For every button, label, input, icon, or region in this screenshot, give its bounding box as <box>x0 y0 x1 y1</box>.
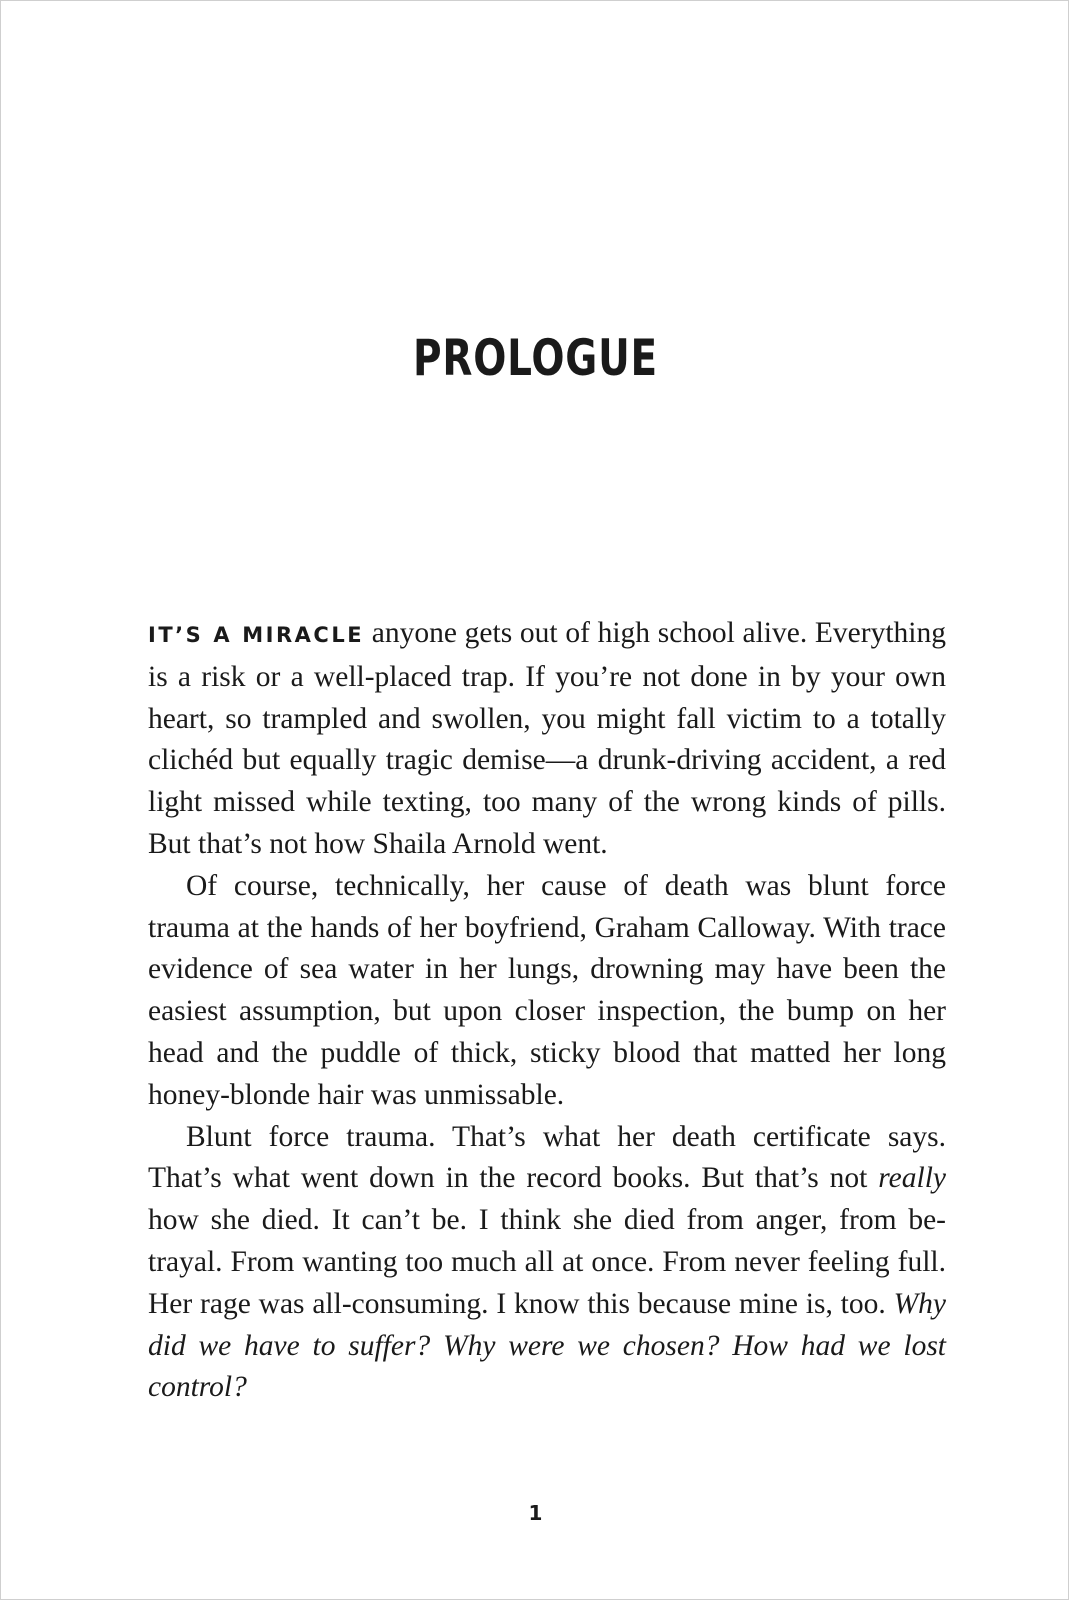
emphasis-really: really <box>878 1162 946 1195</box>
lead-in: IT’S A MIRACLE <box>148 623 365 647</box>
chapter-title: PROLOGUE <box>413 329 658 387</box>
page-number: 1 <box>528 1501 543 1525</box>
paragraph-2-text: Of course, technically, her cause of death was blunt force trauma at the hands of her boyfriend, Graham Calloway. With trace evidence of sea water in her lungs, drowning may have been the easiest assumption, but upon closer inspection, the bump on her head and the puddle of thick, sticky blood that matted her long honey-blonde hair was unmissable. <box>148 869 946 1111</box>
paragraph-3-text-b: how she died. It can’t be. I think she died from anger, from betrayal. From wanting too much all at once. From never feeling full. Her rage was all-consuming. I know this because mine is, too. <box>148 1204 946 1320</box>
italic-questions: Why did we have to suffer? Why were we chosen? How had we lost control? <box>148 1287 946 1404</box>
paragraph-1-text: anyone gets out of high school alive. Everything is a risk or a well-placed trap. If you’re not done in by your own heart, so trampled and swollen, you might fall victim to a totally clichéd but equally tragic demise—a drunk-driving accident, a red light missed while texting, too many of the wrong kinds of pills. But that’s not how Shaila Arnold went. <box>148 617 946 860</box>
paragraph-1 <box>148 613 946 866</box>
paragraph-3-text-a: Blunt force trauma. That’s what her death certificate says. That’s what went down in the record books. But that’s not <box>148 1120 946 1195</box>
body-text <box>148 613 946 1409</box>
paragraph-3 <box>148 1117 946 1410</box>
paragraph-2 <box>148 866 946 1117</box>
